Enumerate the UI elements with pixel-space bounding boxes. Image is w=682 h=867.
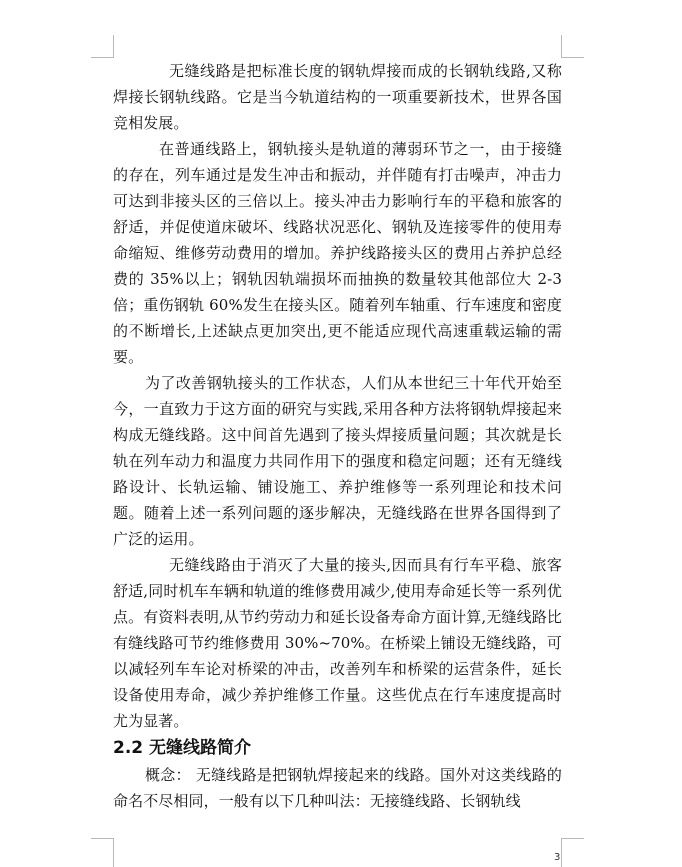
margin-mark-top-right	[561, 35, 584, 58]
paragraph-history: 为了改善钢轨接头的工作状态，人们从本世纪三十年代开始至今，一直致力于这方面的研究与实践,采用各种方法将钢轨焊接起来构成无缝线路。这中间首先遇到了接头焊接质量问题；其次就是长轨在列车动力和温度力共同作用下的强度和稳定问题；还有无缝线路设计、长轨运输、铺设施工、养护维修等一系列理论和技术问题。随着上述一系列问题的逐步解决，无缝线路在世界各国得到了广泛的运用。	[113, 374, 562, 548]
margin-mark-top-left	[91, 35, 114, 58]
margin-mark-bottom-right	[561, 838, 584, 867]
paragraph-concept: 概念： 无缝线路是把钢轨焊接起来的线路。国外对这类线路的命名不尽相同，一般有以下几种叫法：无接缝线路、长钢轨线	[113, 766, 562, 810]
paragraph-advantages: 无缝线路由于消灭了大量的接头,因而具有行车平稳、旅客舒适,同时机车车辆和轨道的维修费用减少,使用寿命延长等一系列优点。有资料表明,从节约劳动力和延长设备寿命方面计算,无缝线路比有缝线路可节约维修费用 30%~70%。在桥梁上铺设无缝线路，可以减轻列车车论对桥梁的冲击，改善列车和桥梁的运营条件，延长设备使用寿命，减少养护维修工作量。这些优点在行车速度提高时尤为显著。	[113, 556, 562, 730]
paragraph-joint-weakness: 在普通线路上，钢轨接头是轨道的薄弱环节之一，由于接缝的存在，列车通过是发生冲击和振动，并伴随有打击噪声，冲击力可达到非接头区的三倍以上。接头冲击力影响行车的平稳和旅客的舒适，并促使道床破坏、线路状况恶化、钢轨及连接零件的使用寿命缩短、维修劳动费用的增加。养护线路接头区的费用占养护总经费的 35%以上；钢轨因轨端损坏而抽换的数量较其他部位大 2-3 倍；重伤钢轨 60%发生在接头区。随着列车轴重、行车速度和密度的不断增长,上述缺点更加突出,更不能适应现代高速重载运输的需要。	[113, 140, 562, 366]
section-heading: 2.2 无缝线路简介	[113, 738, 252, 758]
margin-mark-bottom-left	[91, 838, 114, 867]
document-body[interactable]	[113, 58, 562, 814]
page-number: 3	[554, 852, 561, 863]
paragraph-definition: 无缝线路是把标准长度的钢轨焊接而成的长钢轨线路,又称焊接长钢轨线路。它是当今轨道结构的一项重要新技术，世界各国竞相发展。	[113, 62, 562, 132]
